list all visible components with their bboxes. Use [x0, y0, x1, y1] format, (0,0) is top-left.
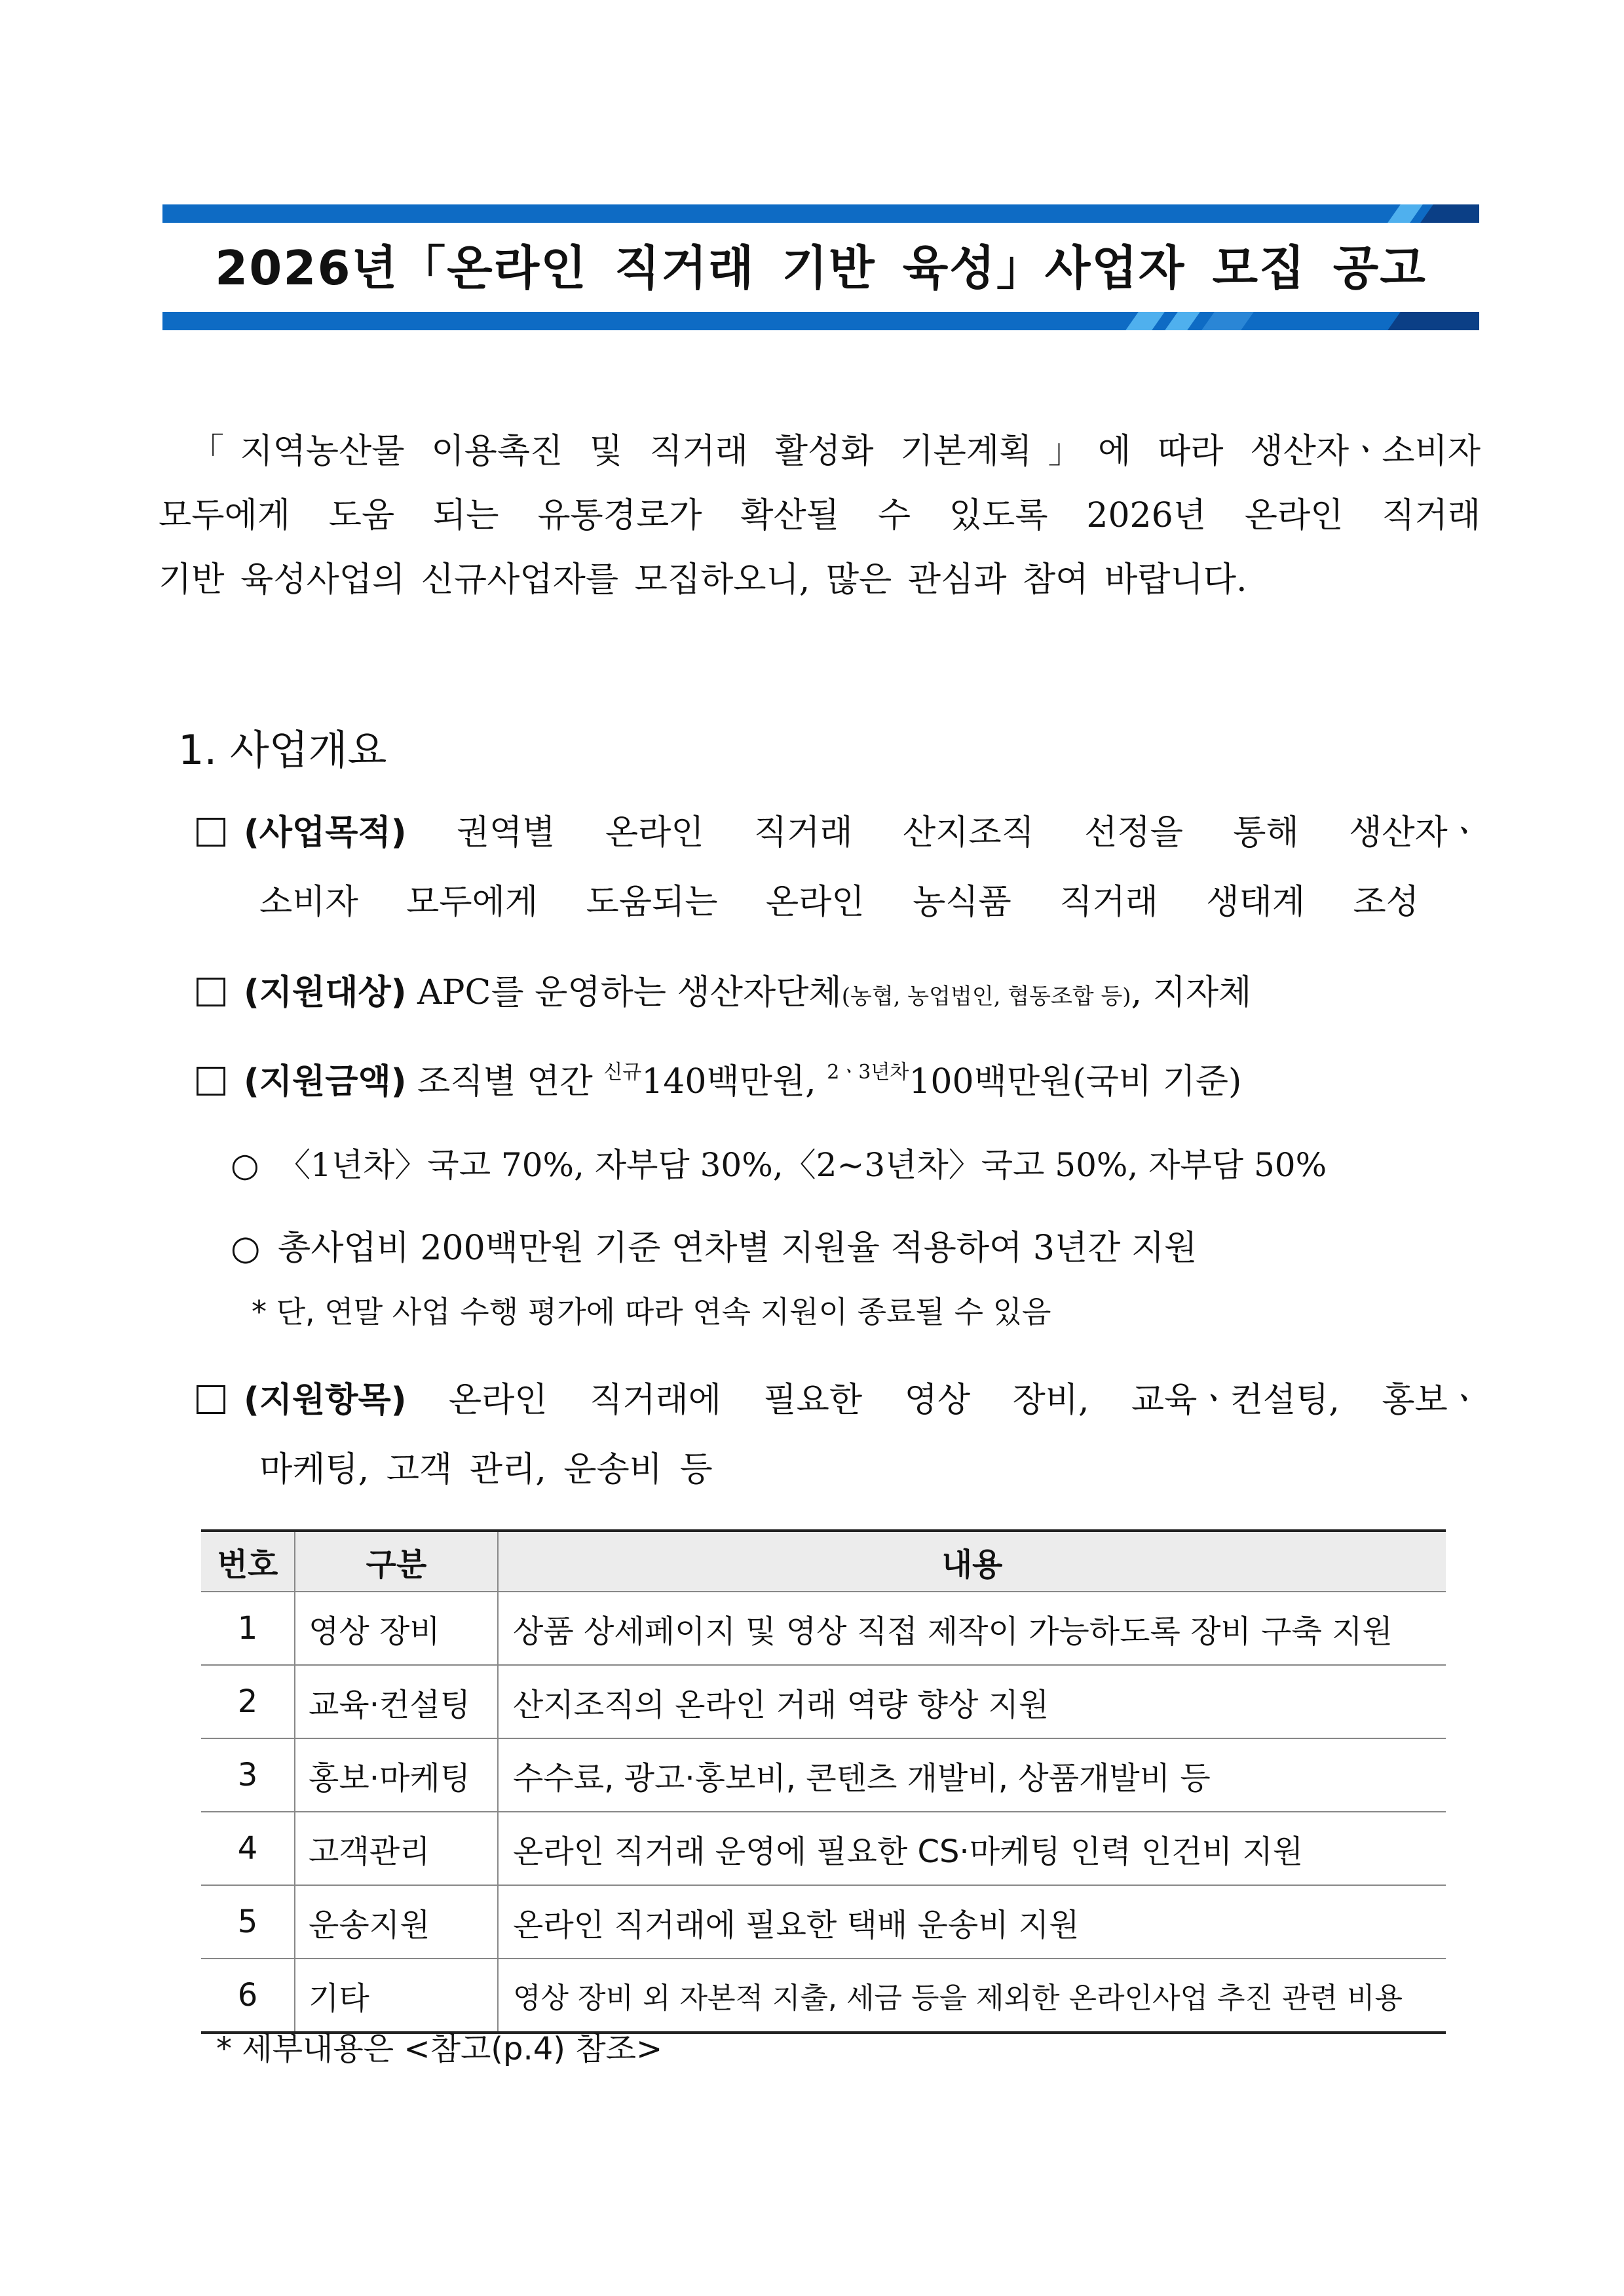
page-title: 2026년「온라인 직거래 기반 육성」사업자 모집 공고	[215, 240, 1427, 296]
cell-number: 3	[201, 1738, 295, 1812]
cell-category: 영상 장비	[295, 1592, 498, 1665]
header-category: 구분	[295, 1531, 498, 1592]
banner-top-bar	[162, 204, 1479, 223]
cell-number: 5	[201, 1885, 295, 1959]
amount-new-value: 140백만원,	[641, 1062, 816, 1101]
amount-label: (지원금액)	[244, 1062, 407, 1101]
cell-content: 온라인 직거래 운영에 필요한 CS·마케팅 인력 인건비 지원	[498, 1812, 1446, 1885]
header-number: 번호	[201, 1531, 295, 1592]
items-line-2: 마케팅, 고객 관리, 운송비 등	[259, 1450, 713, 1489]
table-row	[201, 1738, 1446, 1812]
target-line	[197, 965, 1251, 1014]
cell-content: 상품 상세페이지 및 영상 직접 제작이 가능하도록 장비 구축 지원	[498, 1592, 1446, 1665]
cell-content: 온라인 직거래에 필요한 택배 운송비 지원	[498, 1885, 1446, 1959]
amount-new-label: 신규	[603, 1061, 642, 1084]
cell-number: 6	[201, 1959, 295, 2033]
items-text: 온라인 직거래에 필요한 영상 장비, 교육ㆍ컨설팅, 홍보ㆍ	[448, 1381, 1481, 1420]
bullet-text: 총사업비 200백만원 기준 연차별 지원율 적용하여 3년간 지원	[278, 1229, 1198, 1268]
cell-content: 산지조직의 온라인 거래 역량 향상 지원	[498, 1665, 1446, 1738]
target-text: APC를 운영하는 생산자단체	[417, 973, 842, 1012]
cell-content: 수수료, 광고·홍보비, 콘텐츠 개발비, 상품개발비 등	[498, 1738, 1446, 1812]
purpose-line-1	[197, 805, 1481, 854]
intro-paragraph	[159, 419, 1481, 612]
table-header-row	[201, 1531, 1446, 1592]
cell-category: 고객관리	[295, 1812, 498, 1885]
cell-number: 4	[201, 1812, 295, 1885]
amount-line	[197, 1054, 1241, 1103]
table-row	[201, 1592, 1446, 1665]
cell-number: 2	[201, 1665, 295, 1738]
cell-category: 운송지원	[295, 1885, 498, 1959]
cell-category: 교육·컨설팅	[295, 1665, 498, 1738]
header-content: 내용	[498, 1531, 1446, 1592]
purpose-text: 권역별 온라인 직거래 산지조직 선정을 통해 생산자ㆍ	[456, 813, 1481, 852]
amount-later-label: 2ㆍ3년차	[827, 1061, 909, 1084]
bullet-circle-icon: ○	[231, 1146, 259, 1184]
purpose-line-2: 소비자 모두에게 도움되는 온라인 농식품 직거래 생태계 조성	[259, 883, 1419, 922]
target-tail: , 지자체	[1131, 973, 1252, 1012]
note-text: * 단, 연말 사업 수행 평가에 따라 연속 지원이 종료될 수 있음	[252, 1294, 1051, 1330]
support-items-table	[201, 1529, 1446, 2034]
table-row	[201, 1665, 1446, 1738]
amount-later-value: 100백만원(국비 기준)	[909, 1062, 1242, 1101]
checkbox-square-icon	[197, 1385, 225, 1414]
checkbox-square-icon	[197, 978, 225, 1006]
intro-line: 모두에게 도움 되는 유통경로가 확산될 수 있도록 2026년 온라인 직거래	[159, 496, 1481, 535]
target-detail: (농협, 농업법인, 협동조합 등)	[841, 984, 1131, 1010]
table-row	[201, 1885, 1446, 1959]
footnote: * 세부내용은 <참고(p.4) 참조>	[216, 2031, 663, 2067]
cell-number: 1	[201, 1592, 295, 1665]
cell-category: 기타	[295, 1959, 498, 2033]
table-row	[201, 1959, 1446, 2033]
bullet-text: 〈1년차〉국고 70%, 자부담 30%,〈2∼3년차〉국고 50%, 자부담 50%	[278, 1146, 1327, 1184]
title-banner	[162, 204, 1479, 330]
target-label: (지원대상)	[244, 973, 407, 1012]
bullet-item	[231, 1139, 1327, 1186]
checkbox-square-icon	[197, 818, 225, 847]
checkbox-square-icon	[197, 1067, 225, 1096]
amount-prefix: 조직별 연간	[417, 1062, 593, 1101]
intro-line: 「지역농산물 이용촉진 및 직거래 활성화 기본계획」에 따라 생산자ㆍ소비자	[190, 432, 1481, 471]
section-heading: 1. 사업개요	[178, 726, 387, 774]
intro-line: 기반 육성사업의 신규사업자를 모집하오니, 많은 관심과 참여 바랍니다.	[159, 560, 1247, 600]
items-label: (지원항목)	[244, 1381, 407, 1420]
cell-content: 영상 장비 외 자본적 지출, 세금 등을 제외한 온라인사업 추진 관련 비용	[498, 1959, 1446, 2033]
banner-bottom-bar	[162, 312, 1479, 330]
cell-category: 홍보·마케팅	[295, 1738, 498, 1812]
table-row	[201, 1812, 1446, 1885]
items-line-1	[197, 1372, 1481, 1421]
purpose-label: (사업목적)	[244, 813, 407, 852]
bullet-item	[231, 1220, 1197, 1269]
bullet-circle-icon: ○	[231, 1229, 261, 1268]
